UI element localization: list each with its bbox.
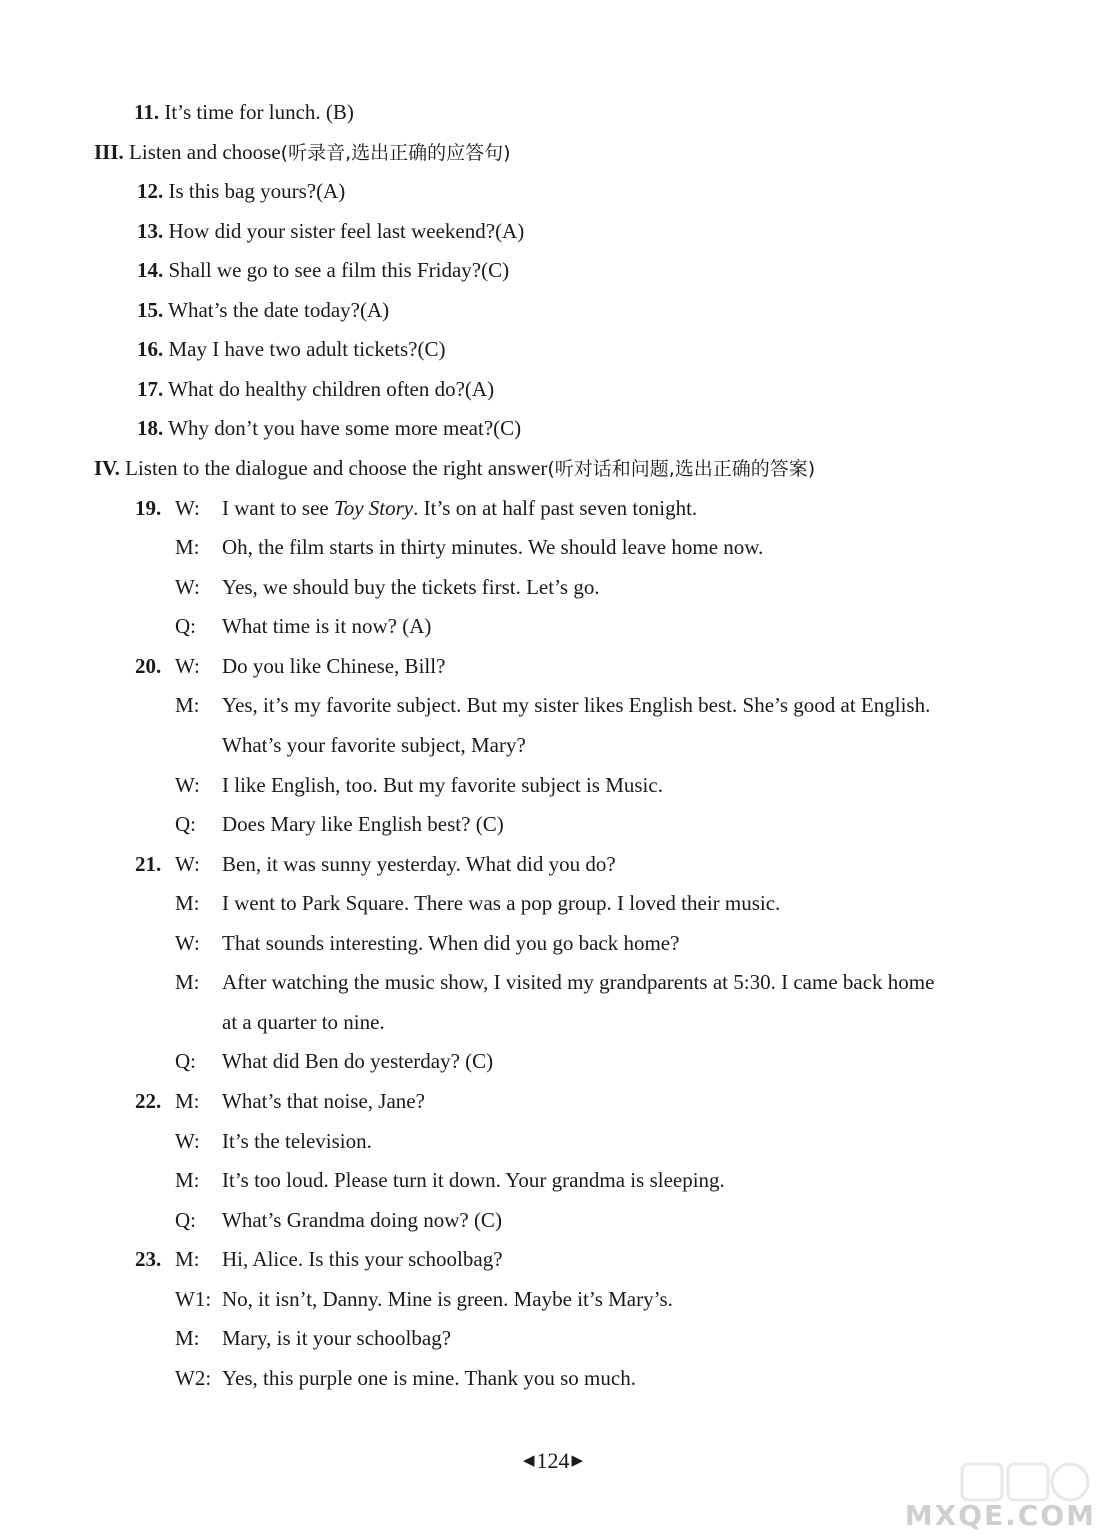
question-number: 14.: [137, 258, 164, 282]
question-20-line-3: [175, 771, 663, 799]
question-text: Shall we go to see a film this Friday?(C): [163, 258, 510, 282]
speaker-label: Q:: [175, 1049, 196, 1073]
section-title-en: Listen to the dialogue and choose the right answer: [119, 456, 548, 480]
speaker-label: Q:: [175, 614, 196, 638]
question-17: [137, 375, 494, 403]
speaker-label: W1:: [175, 1287, 212, 1311]
question-number: 23.: [135, 1247, 162, 1271]
question-text: How did your sister feel last weekend?(A): [163, 219, 525, 243]
question-22-line-3: [175, 1166, 725, 1194]
question-number: 21.: [135, 852, 162, 876]
question-23-line-2: [175, 1285, 673, 1313]
page-number-text: 124: [536, 1448, 570, 1473]
question-19-line-3: [175, 573, 600, 601]
speaker-label: W2:: [175, 1366, 212, 1390]
question-20-line-2: [175, 691, 930, 719]
film-title: Toy Story: [333, 496, 414, 520]
question-23-line-3: [175, 1324, 451, 1352]
question-16: [137, 335, 446, 363]
section-title-cn: (听录音,选出正确的应答句): [280, 142, 511, 164]
speaker-label: M:: [175, 891, 200, 915]
question-number: 13.: [137, 219, 164, 243]
section-roman: III.: [94, 140, 124, 164]
question-22-line-2: [175, 1127, 372, 1155]
question-11: [134, 98, 354, 126]
speaker-label: M:: [175, 1247, 200, 1271]
question-number: 17.: [137, 377, 164, 401]
dialogue-text: I like English, too. But my favorite subject is Music.: [222, 773, 663, 797]
question-text: Is this bag yours?(A): [163, 179, 346, 203]
question-20-line-2-continued: [222, 731, 526, 759]
dialogue-text: What did Ben do yesterday? (C): [222, 1049, 494, 1073]
dialogue-text: What time is it now? (A): [222, 614, 432, 638]
dialogue-text: I want to see: [222, 496, 334, 520]
dialogue-text: Hi, Alice. Is this your schoolbag?: [222, 1247, 503, 1271]
dialogue-text: Does Mary like English best? (C): [222, 812, 504, 836]
question-18: [137, 414, 521, 442]
question-19-question: [175, 612, 431, 640]
question-20-line-1: [135, 652, 445, 680]
dialogue-text: What’s Grandma doing now? (C): [222, 1208, 502, 1232]
watermark-text: MXQE.COM: [904, 1499, 1096, 1532]
question-number: 15.: [137, 298, 164, 322]
question-text: May I have two adult tickets?(C): [163, 337, 446, 361]
question-19-line-2: [175, 533, 763, 561]
question-number: 12.: [137, 179, 164, 203]
question-number: 20.: [135, 654, 162, 678]
section-roman: IV.: [94, 456, 120, 480]
question-15: [137, 296, 389, 324]
section-title-en: Listen and choose: [123, 140, 281, 164]
question-12: [137, 177, 345, 205]
question-21-line-4: [175, 968, 934, 996]
question-text: What do healthy children often do?(A): [163, 377, 495, 401]
section-heading-iv: [94, 454, 815, 483]
speaker-label: Q:: [175, 1208, 196, 1232]
dialogue-text: Ben, it was sunny yesterday. What did you do?: [222, 852, 616, 876]
section-heading-iii: [94, 138, 511, 167]
dialogue-text: I went to Park Square. There was a pop group. I loved their music.: [222, 891, 781, 915]
dialogue-text: Yes, this purple one is mine. Thank you so much.: [222, 1366, 636, 1390]
dialogue-text: . It’s on at half past seven tonight.: [413, 496, 698, 520]
question-23-line-4: [175, 1364, 636, 1392]
dialogue-text: Mary, is it your schoolbag?: [222, 1326, 452, 1350]
speaker-label: W:: [175, 1129, 200, 1153]
dialogue-text: Oh, the film starts in thirty minutes. We should leave home now.: [222, 535, 764, 559]
question-number: 22.: [135, 1089, 162, 1113]
question-number: 19.: [135, 496, 162, 520]
speaker-label: W:: [175, 852, 200, 876]
speaker-label: M:: [175, 1326, 200, 1350]
dialogue-text: It’s the television.: [222, 1129, 372, 1153]
dialogue-text: at a quarter to nine.: [222, 1010, 385, 1034]
speaker-label: M:: [175, 970, 200, 994]
question-text: It’s time for lunch. (B): [159, 100, 354, 124]
question-22-line-1: [135, 1087, 425, 1115]
speaker-label: W:: [175, 654, 200, 678]
speaker-label: W:: [175, 931, 200, 955]
question-21-line-1: [135, 850, 616, 878]
dialogue-text: Yes, we should buy the tickets first. Let’s go.: [222, 575, 600, 599]
question-number: 11.: [134, 100, 160, 124]
question-19-line-1: [135, 494, 697, 522]
dialogue-text: That sounds interesting. When did you go back home?: [222, 931, 680, 955]
left-triangle-icon: ◀: [522, 1453, 535, 1469]
speaker-label: M:: [175, 1168, 200, 1192]
question-21-line-4-continued: [222, 1008, 385, 1036]
question-20-question: [175, 810, 504, 838]
dialogue-text: After watching the music show, I visited my grandparents at 5:30. I came back home: [222, 970, 935, 994]
dialogue-text: It’s too loud. Please turn it down. Your grandma is sleeping.: [222, 1168, 725, 1192]
speaker-label: W:: [175, 773, 200, 797]
dialogue-text: Yes, it’s my favorite subject. But my sister likes English best. She’s good at English.: [222, 693, 931, 717]
dialogue-text: What’s that noise, Jane?: [222, 1089, 425, 1113]
question-22-question: [175, 1206, 502, 1234]
question-text: What’s the date today?(A): [163, 298, 390, 322]
question-23-line-1: [135, 1245, 503, 1273]
speaker-label: M:: [175, 535, 200, 559]
speaker-label: M:: [175, 693, 200, 717]
question-21-question: [175, 1047, 493, 1075]
page-number: [523, 1447, 583, 1475]
speaker-label: W:: [175, 496, 200, 520]
question-14: [137, 256, 509, 284]
question-21-line-2: [175, 889, 780, 917]
section-title-cn: (听对话和问题,选出正确的答案): [547, 458, 816, 480]
dialogue-text: Do you like Chinese, Bill?: [222, 654, 446, 678]
question-13: [137, 217, 524, 245]
question-21-line-3: [175, 929, 679, 957]
speaker-label: W:: [175, 575, 200, 599]
question-text: Why don’t you have some more meat?(C): [163, 416, 522, 440]
question-number: 16.: [137, 337, 164, 361]
right-triangle-icon: ▶: [571, 1453, 584, 1469]
question-number: 18.: [137, 416, 164, 440]
speaker-label: Q:: [175, 812, 196, 836]
dialogue-text: No, it isn’t, Danny. Mine is green. Maybe it’s Mary’s.: [222, 1287, 673, 1311]
speaker-label: M:: [175, 1089, 200, 1113]
dialogue-text: What’s your favorite subject, Mary?: [222, 733, 526, 757]
